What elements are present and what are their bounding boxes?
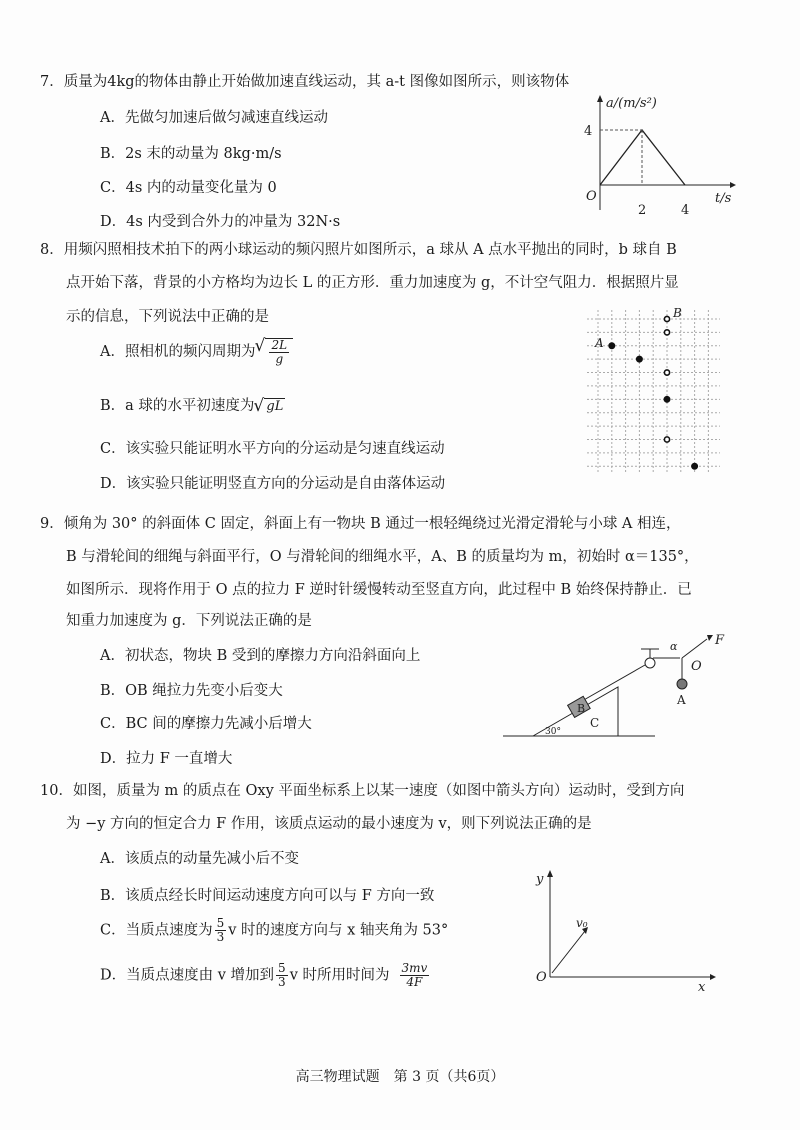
ball-a — [677, 679, 687, 689]
ball-a-position — [609, 343, 615, 349]
q8-option-a-text: A．照相机的频闪周期为 — [100, 344, 256, 360]
q8-stem-line1: 8．用频闪照相技术拍下的两小球运动的频闪照片如图所示，a 球从 A 点水平抛出的同时，b 球自 B — [40, 242, 677, 258]
q9-option-c: C．BC 间的摩擦力先减小后增大 — [100, 716, 312, 732]
q9-stem-line4: 知重力加速度为 g．下列说法正确的是 — [66, 613, 312, 629]
label-b: B — [673, 306, 682, 320]
q8-option-d: D．该实验只能证明竖直方向的分运动是自由落体运动 — [100, 476, 446, 492]
q9-option-a: A．初状态，物块 B 受到的摩擦力方向沿斜面向上 — [100, 648, 421, 664]
q7-option-d: D．4s 内受到合外力的冲量为 32N·s — [100, 214, 341, 230]
pulley — [645, 658, 655, 668]
q10-option-d: D．当质点速度由 v 增加到 $\frac{5}{3}$ v 时所用时间为 $\frac{3mv}{4F}$ — [100, 961, 428, 989]
svg-text:O: O — [691, 659, 702, 674]
q9-option-d: D．拉力 F 一直增大 — [100, 751, 233, 767]
y-axis-label: a/(m/s²) — [606, 96, 657, 111]
q9-stem-line2: B 与滑轮间的细绳与斜面平行，O 与滑轮间的细绳水平，A、B 的质量均为 m，初始时 α＝135°， — [66, 549, 699, 565]
x-axis-label: t/s — [715, 191, 732, 206]
fraction-denominator: g — [275, 352, 284, 366]
q7-at-graph — [570, 90, 740, 220]
q10-coordinate-diagram — [530, 865, 720, 995]
q10-option-c: C．当质点速度为 $\frac{5}{3}$ v 时的速度方向与 x 轴夹角为 53° — [100, 916, 449, 944]
svg-text:O: O — [536, 970, 547, 985]
q8-option-c: C．该实验只能证明水平方向的分运动是匀速直线运动 — [100, 441, 445, 457]
svg-text:α: α — [670, 640, 678, 653]
q8-option-b-text: B．a 球的水平初速度为 — [100, 398, 255, 414]
ball-b-position — [664, 316, 669, 321]
sqrt-expression: √ gL — [264, 398, 285, 414]
q9-option-b: B．OB 绳拉力先变小后变大 — [100, 683, 283, 699]
q8-strobe-photo-grid — [585, 300, 730, 480]
ball-a-position — [692, 463, 698, 469]
q7-option-c: C．4s 内的动量变化量为 0 — [100, 180, 277, 196]
q9-stem-line3: 如图所示．现将作用于 O 点的拉力 F 逆时针缓慢转动至竖直方向，此过程中 B 始终保持静止．已 — [66, 582, 692, 598]
y-tick: 4 — [584, 124, 593, 139]
q9-stem-line1: 9．倾角为 30° 的斜面体 C 固定，斜面上有一物块 B 通过一根轻绳绕过光滑定滑轮与小球 A 相连， — [40, 516, 681, 532]
q7-stem: 7．质量为4kg的物体由静止开始做加速直线运动，其 a-t 图像如图所示，则该物体 — [40, 74, 570, 90]
q8-option-a — [100, 338, 293, 366]
x-tick: 4 — [681, 203, 690, 218]
page-footer: 高三物理试题 第 3 页（共6页） — [295, 1069, 505, 1085]
q7-option-a: A．先做匀加速后做匀减速直线运动 — [100, 110, 328, 126]
ball-b-position — [664, 370, 669, 375]
q10-stem-line2: 为 −y 方向的恒定合力 F 作用，该质点运动的最小速度为 v，则下列说法正确的是 — [66, 816, 592, 832]
q10-stem-line1: 10．如图，质量为 m 的质点在 Oxy 平面坐标系上以某一速度（如图中箭头方向）运动时，受到方向 — [40, 783, 685, 799]
svg-text:B: B — [577, 702, 586, 715]
q7-option-b: B．2s 末的动量为 8kg·m/s — [100, 146, 282, 162]
origin-label: O — [586, 189, 597, 204]
svg-text:F: F — [715, 633, 725, 648]
q8-stem-line3: 示的信息，下列说法中正确的是 — [66, 309, 269, 325]
fraction-numerator: √ 2L — [271, 338, 288, 352]
svg-text:v₀: v₀ — [576, 916, 588, 930]
q10-option-b: B．该质点经长时间运动速度方向可以与 F 方向一致 — [100, 888, 435, 904]
svg-text:x: x — [698, 980, 706, 995]
svg-text:A: A — [677, 693, 686, 707]
q10-option-a: A．该质点的动量先减小后不变 — [100, 851, 299, 867]
ball-b-position — [664, 437, 669, 442]
svg-text:30°: 30° — [545, 727, 561, 737]
label-a: A — [595, 336, 604, 350]
q8-stem-line2: 点开始下落，背景的小方格均为边长 L 的正方形．重力加速度为 g，不计空气阻力．根据照片显 — [66, 275, 679, 291]
ball-b-position — [664, 330, 669, 335]
sqrt-expression — [265, 338, 293, 366]
svg-text:C: C — [590, 716, 600, 730]
x-tick: 2 — [638, 203, 647, 218]
q9-incline-diagram — [495, 630, 755, 740]
svg-text:y: y — [536, 872, 544, 887]
q8-option-b — [100, 394, 285, 415]
ball-a-position — [636, 356, 642, 362]
ball-a-position — [664, 396, 670, 402]
